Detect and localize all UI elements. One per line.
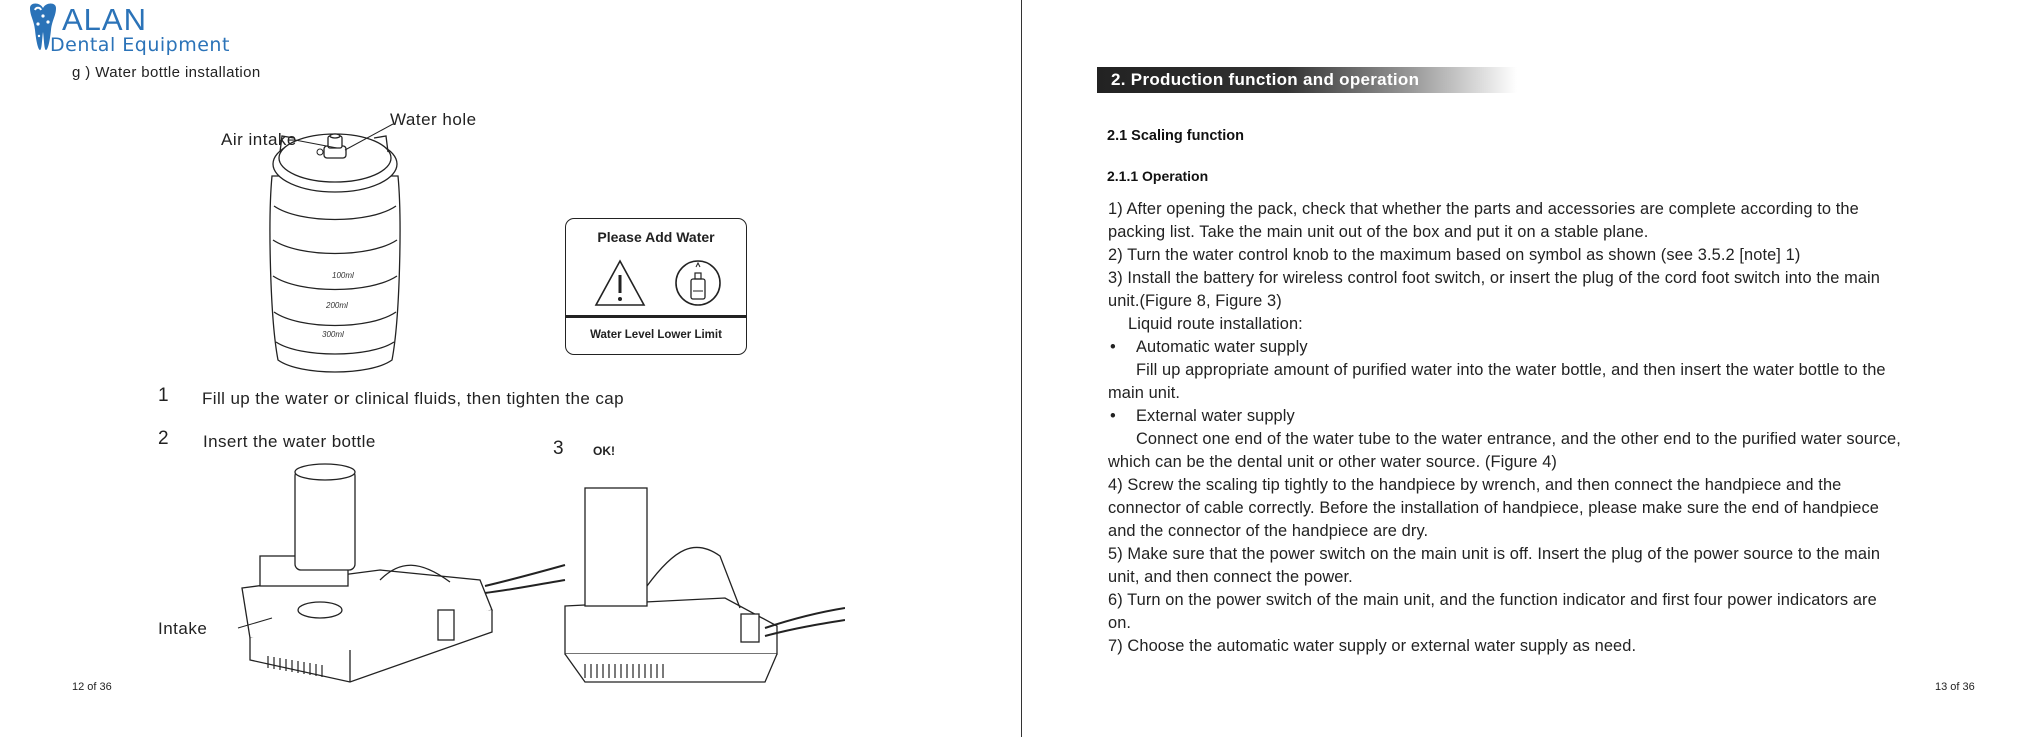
bottle-mark-200: 200ml <box>326 301 348 310</box>
label-air-intake: Air intake <box>221 130 297 149</box>
sign-icons <box>594 257 724 311</box>
water-bottle-icon <box>676 261 720 305</box>
operation-instructions <box>1108 198 2013 658</box>
instruction-line: 7) Choose the automatic water supply or external water supply as need. <box>1108 637 1637 655</box>
label-water-hole: Water hole <box>390 110 477 129</box>
instruction-line: 1) After opening the pack, check that whether the parts and accessories are complete according to the <box>1108 200 1859 218</box>
bullet-item <box>1108 405 2013 428</box>
page-number-right: 13 of 36 <box>1935 681 1975 693</box>
section-heading: g ) Water bottle installation <box>72 64 261 81</box>
instruction-line: packing list. Take the main unit out of the box and put it on a stable plane. <box>1108 223 1649 241</box>
subsection-heading: 2.1 Scaling function <box>1107 128 1244 144</box>
right-page <box>1022 0 2041 737</box>
logo-brand: ALAN <box>62 2 147 37</box>
sign-footer: Water Level Lower Limit <box>590 329 722 341</box>
bullet-icon: • <box>1110 407 1116 425</box>
instruction-line: main unit. <box>1108 384 1181 402</box>
instruction-line: which can be the dental unit or other water source. (Figure 4) <box>1108 453 1557 471</box>
instruction-line: unit, and then connect the power. <box>1108 568 1353 586</box>
instruction-line: 2) Turn the water control knob to the maximum based on symbol as shown (see 3.5.2 [note] 1) <box>1108 246 1801 264</box>
instruction-line: 6) Turn on the power switch of the main unit, and the function indicator and first four power indicators are <box>1108 591 1877 609</box>
page-number-left: 12 of 36 <box>72 681 112 693</box>
instruction-line: 4) Screw the scaling tip tightly to the handpiece by wrench, and then connect the handpiece and the <box>1108 476 1842 494</box>
step-1-text: Fill up the water or clinical fluids, then tighten the cap <box>202 389 624 408</box>
bottle-mark-300: 300ml <box>322 330 344 339</box>
bullet-icon: • <box>1110 338 1116 356</box>
step-1-number: 1 <box>158 385 169 406</box>
please-add-water-sign <box>565 218 747 355</box>
instruction-line: unit.(Figure 8, Figure 3) <box>1108 292 1282 310</box>
section-title: 2. Production function and operation <box>1111 70 1420 89</box>
step-3-text: OK! <box>593 444 615 458</box>
bullet-label: Automatic water supply <box>1136 338 1308 356</box>
label-leader-lines <box>285 110 405 160</box>
step-2-number: 2 <box>158 428 169 449</box>
instruction-line: Liquid route installation: <box>1128 315 1303 333</box>
step-2-text: Insert the water bottle <box>203 432 376 451</box>
water-bottle-illustration <box>260 128 410 378</box>
instruction-line: Connect one end of the water tube to the water entrance, and the other end to the purified water source, <box>1136 430 1901 448</box>
device-with-bottle-illustration <box>230 460 570 695</box>
instruction-line: 3) Install the battery for wireless control foot switch, or insert the plug of the cord foot switch into the main <box>1108 269 1880 287</box>
label-intake: Intake <box>158 619 208 638</box>
instruction-line: on. <box>1108 614 1132 632</box>
warning-triangle-icon <box>596 261 644 305</box>
bottle-mark-100: 100ml <box>332 271 354 280</box>
step-3-number: 3 <box>553 438 564 459</box>
logo-subtitle: Dental Equipment <box>50 34 230 56</box>
instruction-line: and the connector of the handpiece are dry. <box>1108 522 1429 540</box>
sign-title: Please Add Water <box>597 229 715 245</box>
device-installed-illustration <box>555 468 845 693</box>
bullet-item <box>1108 336 2013 359</box>
instruction-line: Fill up appropriate amount of purified water into the water bottle, and then insert the water bottle to the <box>1136 361 1886 379</box>
section-title-banner <box>1097 67 1517 93</box>
instruction-line: 5) Make sure that the power switch on the main unit is off. Insert the plug of the power source to the main <box>1108 545 1881 563</box>
bullet-label: External water supply <box>1136 407 1295 425</box>
instruction-line: connector of cable correctly. Before the installation of handpiece, please make sure the end of handpiece <box>1108 499 1880 517</box>
subsubsection-heading: 2.1.1 Operation <box>1107 168 1209 184</box>
